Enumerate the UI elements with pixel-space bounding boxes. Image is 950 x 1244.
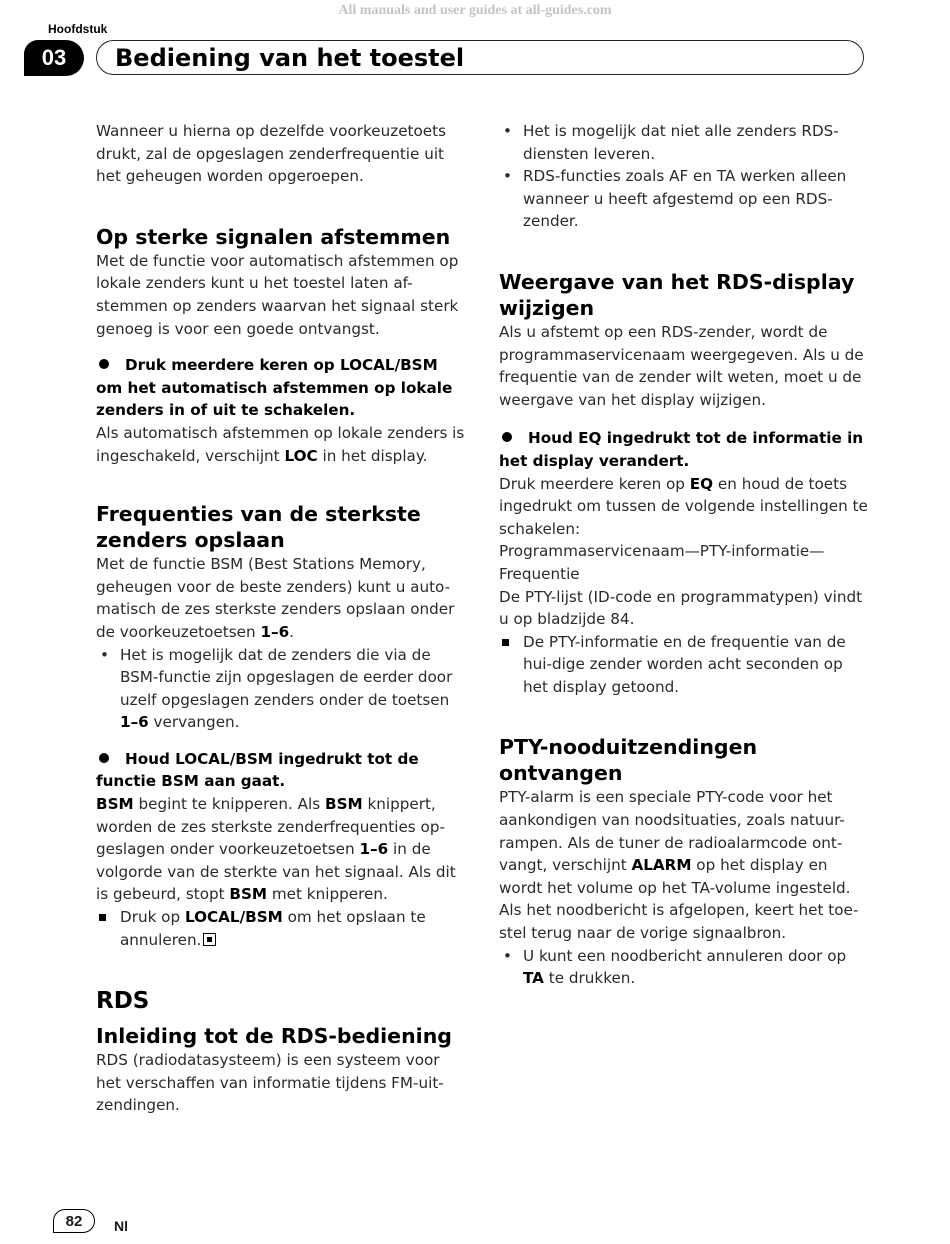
section-body: Met de functie BSM (Best Stations Memory, geheugen voor de beste zenders) kunt u auto-matisch de zes sterkste zenders opslaan onder de voorkeuzetoetsen 1–6. [96, 555, 455, 641]
note-square-icon [502, 639, 509, 646]
section-body: Met de functie voor automatisch afstemmen op lokale zenders kunt u het toestel laten af-stemmen op zenders waarvan het signaal sterk genoeg is voor een goede ontvangst. [96, 251, 459, 338]
step-bullet-icon [502, 432, 512, 442]
note-square-icon [99, 914, 106, 921]
instruction-step: Houd LOCAL/BSM ingedrukt tot de functie BSM aan gaat. [96, 749, 419, 791]
instruction-result: Druk meerdere keren op EQ en houd de toets ingedrukt om tussen de volgende instellingen te schakelen: [499, 474, 868, 538]
pty-reference: De PTY-lijst (ID-code en programmatypen) vindt u op bladzijde 84. [499, 587, 863, 629]
instruction-result: Als automatisch afstemmen op lokale zenders is ingeschakeld, verschijnt LOC in het display. [96, 423, 465, 465]
left-column [96, 120, 466, 1117]
page-number: 82 [53, 1209, 95, 1233]
list-item: • Het is mogelijk dat niet alle zenders RDS-diensten leveren. [503, 122, 839, 163]
list-item: • U kunt een noodbericht annuleren door op TA te drukken. [503, 946, 847, 988]
section-heading-rds-intro: Inleiding tot de RDS-bediening [96, 1024, 452, 1049]
instruction-step: Houd EQ ingedrukt tot de informatie in het display verandert. [499, 429, 864, 470]
right-column [499, 120, 869, 990]
section-heading-rds-display: Weergave van het RDS-display wijzigen [499, 269, 855, 320]
section-heading-bsm: Frequenties van de sterkste zenders opslaan [96, 502, 421, 553]
section-heading-strong-signals: Op sterke signalen afstemmen [96, 224, 451, 249]
chapter-number-badge: 03 [24, 40, 84, 76]
instruction-step: Druk meerdere keren op LOCAL/BSM om het automatisch afstemmen op lokale zenders in of uit te schakelen. [96, 356, 453, 420]
section-body: Als u afstemt op een RDS-zender, wordt de programmaservicenaam weergegeven. Als u de frequentie van de zender wilt weten, moet u de weergave van het display wijzigen. [499, 322, 864, 409]
chapter-label: Hoofdstuk [48, 22, 108, 36]
note-item: Druk op LOCAL/BSM om het opslaan te annuleren. [96, 906, 466, 951]
chapter-title: Bediening van het toestel [96, 40, 864, 75]
bullet-icon: • [503, 122, 512, 140]
intro-paragraph: Wanneer u hierna op dezelfde voorkeuzetoets drukt, zal de opgeslagen zenderfrequentie uit het geheugen worden opgeroepen. [96, 122, 446, 186]
section-heading-pty-alarm: PTY-nooduitzendingen ontvangen [499, 735, 758, 786]
bullet-icon: • [503, 946, 512, 965]
section-body: RDS (radiodatasysteem) is een systeem voor het verschaffen van informatie tijdens FM-uit-zendingen. [96, 1051, 444, 1115]
language-code: Nl [114, 1218, 128, 1234]
section-body: PTY-alarm is een speciale PTY-code voor het aankondigen van noodsituaties, zoals natuur-rampen. Als de tuner de radioalarmcode ont-vangt, verschijnt ALARM op het display en wordt het volume op het TA-volume ingesteld. Als het noodbericht is afgelopen, keert het toe-stel terug naar de vorige signaalbron. [499, 788, 859, 943]
instruction-result: BSM begint te knipperen. Als BSM knippert, worden de zes sterkste zenderfrequenties op-geslagen onder voorkeuzetoetsen 1–6 in de volgorde van de sterkte van het signaal. Als dit is gebeurd, stopt BSM met knipperen. [96, 795, 456, 904]
bullet-icon: • [100, 645, 109, 664]
note-item: De PTY-informatie en de frequentie van de hui-dige zender worden acht seconden op het display getoond. [499, 631, 869, 699]
watermark: All manuals and user guides at all-guides.com [338, 3, 612, 18]
bullet-icon: • [503, 167, 512, 186]
setting-sequence: Programmaservicenaam—PTY-informatie—Frequentie [499, 542, 825, 583]
list-item: • RDS-functies zoals AF en TA werken alleen wanneer u heeft afgestemd op een RDS-zender. [503, 167, 847, 231]
step-bullet-icon [99, 753, 109, 763]
list-item: • Het is mogelijk dat de zenders die via de BSM-functie zijn opgeslagen de eerder door uzelf opgeslagen zenders onder de toetsen 1–6 vervangen. [100, 645, 453, 732]
step-bullet-icon [99, 359, 109, 369]
chapter-section-title-rds: RDS [96, 988, 150, 1015]
end-of-section-icon [203, 933, 216, 946]
